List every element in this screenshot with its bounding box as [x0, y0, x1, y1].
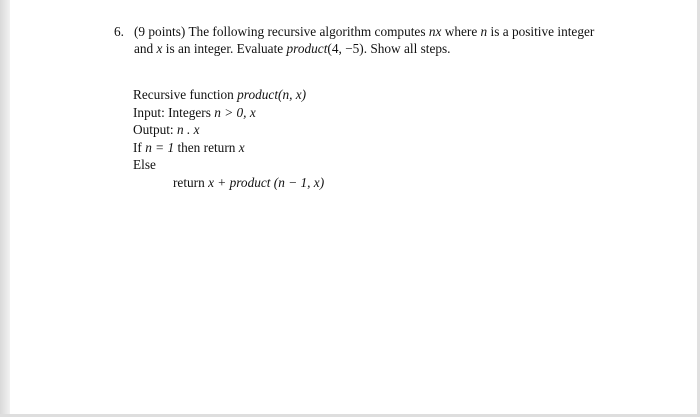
if-then-text: then return — [177, 139, 236, 155]
question-text-part: and — [134, 41, 154, 56]
if-keyword: If — [133, 139, 142, 155]
return-keyword: return — [173, 174, 205, 190]
return-expression: x + product (n − 1, x) — [208, 174, 325, 190]
algorithm-title — [133, 86, 324, 104]
algorithm-output — [133, 121, 324, 139]
else-keyword: Else — [133, 157, 156, 172]
if-condition: n = 1 — [145, 139, 175, 155]
input-label: Input: Integers — [133, 104, 211, 120]
question-line-2 — [134, 40, 674, 57]
question-body — [134, 23, 674, 57]
question-text-part: is a positive integer — [490, 24, 595, 39]
output-label: Output: — [133, 122, 174, 137]
output-math: n . x — [176, 122, 200, 137]
question-text-part: . Show all steps. — [363, 41, 451, 56]
input-math: n > 0, x — [214, 104, 256, 120]
math-product-func: product — [286, 41, 328, 56]
question-text-part: is an integer. Evaluate — [165, 41, 284, 56]
algorithm-else — [133, 156, 324, 174]
question-points: (9 points) — [134, 24, 186, 39]
math-n: n — [480, 24, 488, 39]
question-text-part: where — [444, 24, 478, 39]
algorithm-if — [133, 139, 324, 157]
algorithm-block — [133, 86, 324, 191]
math-x: x — [156, 41, 163, 56]
math-product-args: (4, −5) — [327, 41, 364, 56]
math-product-args: (n, x) — [278, 87, 307, 102]
algorithm-input — [133, 104, 324, 122]
if-return-var: x — [238, 139, 245, 155]
question-text — [114, 23, 674, 57]
question-text-part: The following recursive algorithm computes — [188, 24, 426, 39]
question-line-1 — [134, 23, 674, 40]
math-nx: nx — [428, 24, 442, 39]
math-product-func: product — [237, 87, 279, 102]
question-number: 6. — [114, 24, 124, 39]
algorithm-title-text: Recursive function — [133, 87, 234, 102]
left-page-edge — [0, 0, 10, 417]
algorithm-return — [133, 174, 324, 192]
